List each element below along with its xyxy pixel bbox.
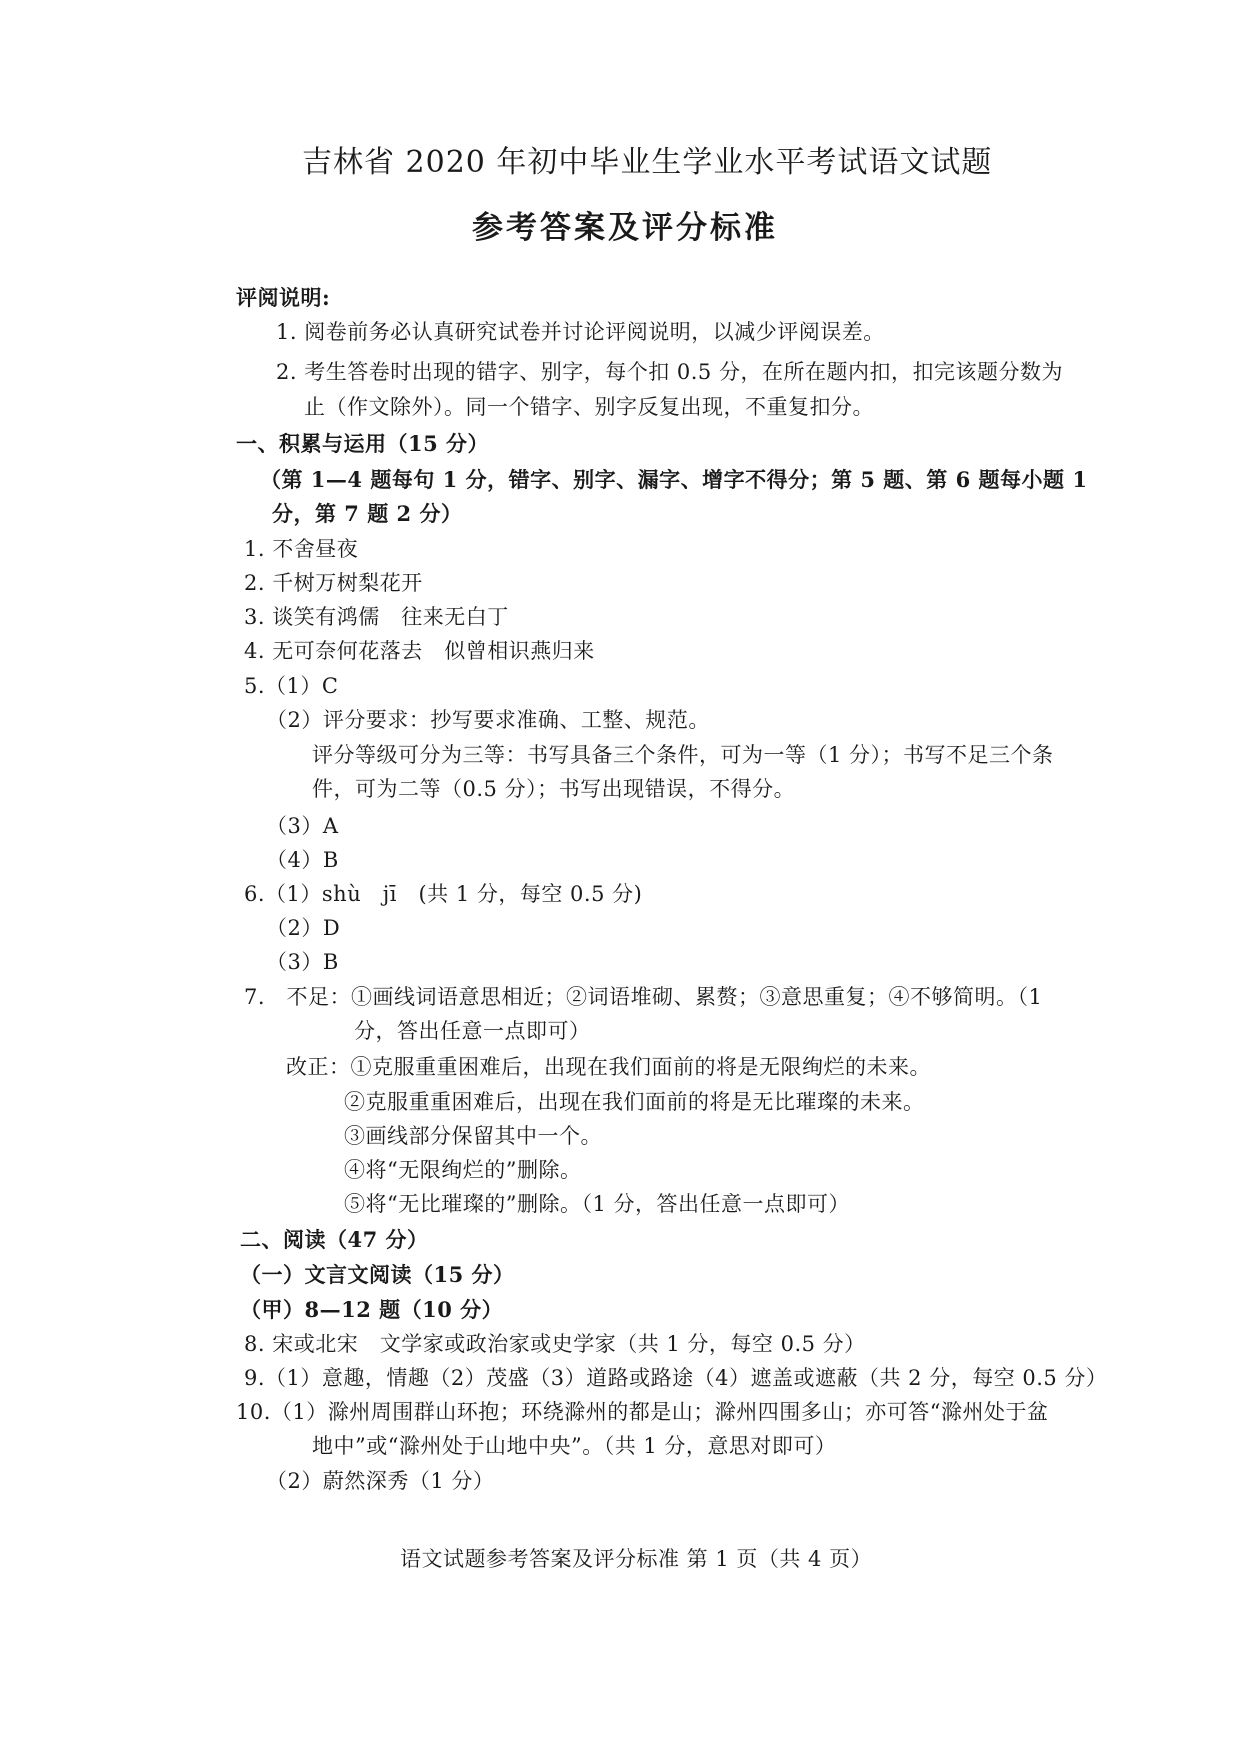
answer-5-1: 5.（1）C [244,674,339,698]
notes-heading: 评阅说明: [236,285,331,310]
section2-heading: 二、阅读（47 分） [240,1227,429,1252]
answer-6-1: 6.（1）shù jī (共 1 分，每空 0.5 分) [244,882,643,906]
answer-8: 8. 宋或北宋 文学家或政治家或史学家（共 1 分，每空 0.5 分） [244,1332,866,1356]
section2-sub1-heading: （一）文言文阅读（15 分） [240,1262,515,1287]
answer-7-correction-4: ④将“无限绚烂的”删除。 [344,1158,582,1182]
answer-7-shortcoming-cont: 分，答出任意一点即可） [354,1019,591,1043]
section1-note-line1: （第 1—4 题每句 1 分，错字、别字、漏字、增字不得分；第 5 题、第 6 题每小题 1 [260,467,1088,492]
notes-item-2: 2. 考生答卷时出现的错字、别字，每个扣 0.5 分，在所在题内扣，扣完该题分数为 [276,360,1063,384]
answer-5-2: （2）评分要求：抄写要求准确、工整、规范。 [266,708,710,732]
answer-2: 2. 千树万树梨花开 [244,571,423,595]
answer-7-shortcoming: 7. 不足：①画线词语意思相近；②词语堆砌、累赘；③意思重复；④不够简明。（1 [244,985,1043,1009]
notes-item-1: 1. 阅卷前务必认真研究试卷并讨论评阅说明，以减少评阅误差。 [276,320,885,344]
answer-6-3: （3）B [266,950,339,974]
answer-10-2: （2）蔚然深秀（1 分） [266,1469,495,1493]
answer-7-correction-2: ②克服重重困难后，出现在我们面前的将是无比璀璨的未来。 [344,1090,925,1114]
answer-9: 9.（1）意趣，情趣（2）茂盛（3）道路或路途（4）遮盖或遮蔽（共 2 分，每空 0.5 分） [244,1366,1108,1390]
answer-5-2-grading: 评分等级可分为三等：书写具备三个条件，可为一等（1 分）；书写不足三个条 [312,743,1054,767]
answer-7-correction-3: ③画线部分保留其中一个。 [344,1124,602,1148]
page-subtitle: 参考答案及评分标准 [472,210,778,246]
section1-heading: 一、积累与运用（15 分） [236,431,490,456]
answer-1: 1. 不舍昼夜 [244,537,359,561]
section1-note-line2: 分，第 7 题 2 分） [272,501,463,526]
answer-3: 3. 谈笑有鸿儒 往来无白丁 [244,605,509,629]
answer-4: 4. 无可奈何花落去 似曾相识燕归来 [244,639,595,663]
page-footer: 语文试题参考答案及评分标准 第 1 页（共 4 页） [400,1547,873,1571]
answer-7-correction-1: 改正：①克服重重困难后，出现在我们面前的将是无限绚烂的未来。 [286,1055,931,1079]
section2-sub1a-heading: （甲）8—12 题（10 分） [240,1297,504,1322]
answer-10-1: 10.（1）滁州周围群山环抱；环绕滁州的都是山；滁州四围多山；亦可答“滁州处于盆 [236,1400,1049,1424]
page-title: 吉林省 2020 年初中毕业生学业水平考试语文试题 [302,145,993,180]
answer-5-4: （4）B [266,848,339,872]
answer-5-2-grading-cont: 件，可为二等（0.5 分）；书写出现错误，不得分。 [312,777,796,801]
answer-10-1-cont: 地中”或“滁州处于山地中央”。（共 1 分，意思对即可） [312,1434,837,1458]
notes-item-2-cont: 止（作文除外）。同一个错字、别字反复出现，不重复扣分。 [304,395,874,419]
answer-7-correction-5: ⑤将“无比璀璨的”删除。（1 分，答出任意一点即可） [344,1192,851,1216]
answer-5-3: （3）A [266,814,339,838]
answer-6-2: （2）D [266,916,341,940]
